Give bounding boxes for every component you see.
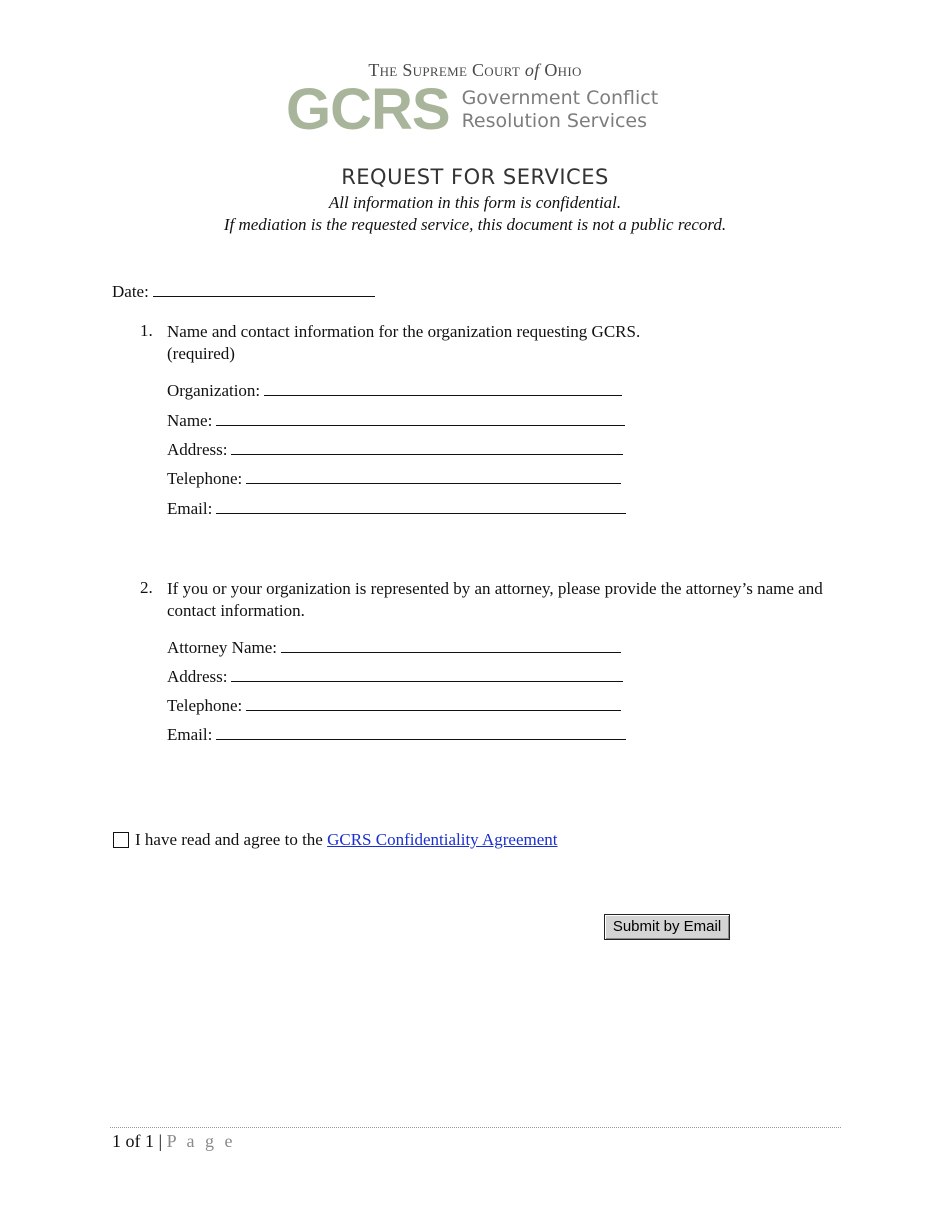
section1-number: 1. xyxy=(140,321,153,340)
agreement-text: I have read and agree to the GCRS Confidentiality Agreement xyxy=(135,830,558,849)
organization-field[interactable] xyxy=(264,381,622,396)
confidential-notice: All information in this form is confidential. xyxy=(328,193,622,212)
name-row: Name: xyxy=(167,411,625,431)
court-name: The Supreme Court of Ohio xyxy=(368,60,582,80)
page-footer: 1 of 1 | P a g e xyxy=(112,1131,236,1151)
telephone-row: Telephone: xyxy=(167,469,621,489)
gcrs-logo xyxy=(286,77,659,142)
attorney-address-field[interactable] xyxy=(231,667,623,682)
section2-text: If you or your organization is represented by an attorney, please provide the attorney’s name and contact information. xyxy=(167,579,823,620)
attorney-email-field[interactable] xyxy=(216,725,626,740)
date-field[interactable] xyxy=(153,282,375,297)
submit-by-email-button[interactable]: Submit by Email xyxy=(604,914,730,940)
attorney-telephone-field[interactable] xyxy=(246,696,621,711)
telephone-field[interactable] xyxy=(246,469,621,484)
agreement-checkbox[interactable] xyxy=(113,832,129,848)
attorney-name-row: Attorney Name: xyxy=(167,638,621,658)
section2-number: 2. xyxy=(140,578,153,597)
confidentiality-agreement-link[interactable]: GCRS Confidentiality Agreement xyxy=(327,830,558,849)
organization-row: Organization: xyxy=(167,381,622,401)
attorney-address-row: Address: xyxy=(167,667,623,687)
page-title: REQUEST FOR SERVICES xyxy=(341,165,609,189)
public-record-notice: If mediation is the requested service, this document is not a public record. xyxy=(223,215,727,234)
attorney-name-field[interactable] xyxy=(281,638,621,653)
address-row: Address: xyxy=(167,440,623,460)
address-field[interactable] xyxy=(231,440,623,455)
section1-text: Name and contact information for the organization requesting GCRS. (required) xyxy=(167,322,641,363)
logo-text: Government Conflict Resolution Services xyxy=(461,87,659,132)
attorney-email-row: Email: xyxy=(167,725,626,745)
footer-divider xyxy=(110,1127,841,1128)
email-row: Email: xyxy=(167,499,626,519)
date-row: Date: xyxy=(112,282,375,302)
attorney-telephone-row: Telephone: xyxy=(167,696,621,716)
logo-mark: GCRS xyxy=(286,77,450,142)
name-field[interactable] xyxy=(216,411,625,426)
email-field[interactable] xyxy=(216,499,626,514)
